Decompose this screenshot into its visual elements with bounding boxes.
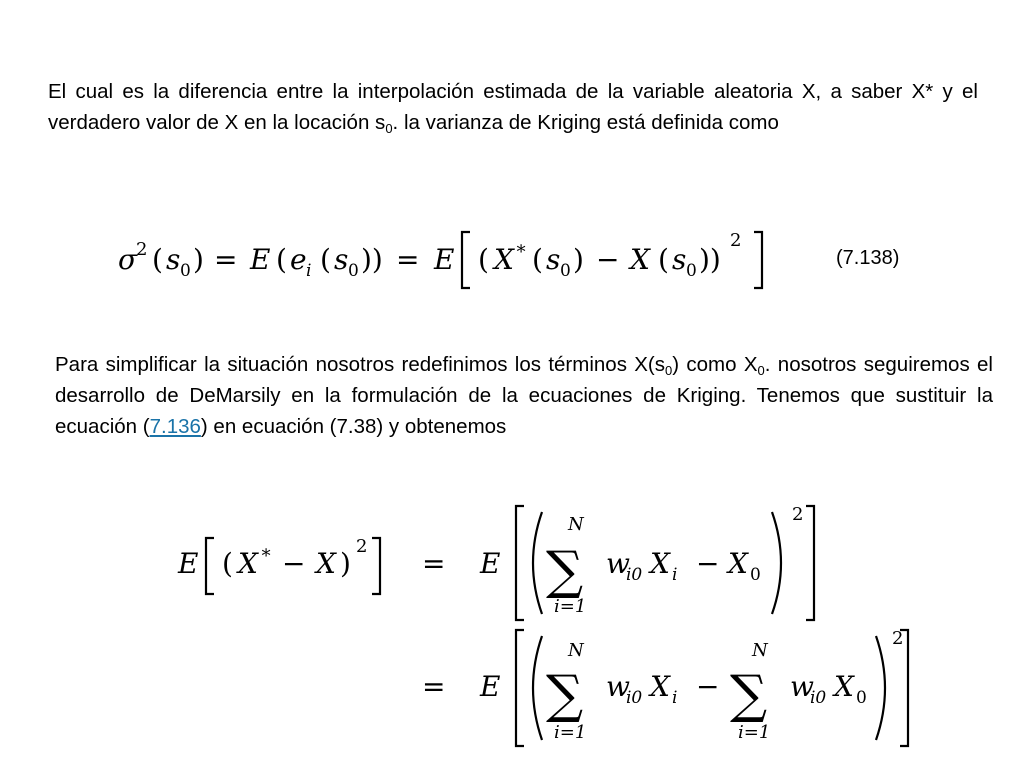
p1-subscript: 0 [385,121,393,136]
svg-text:(: ( [478,243,489,276]
p2-s3: ) en ecuación (7.38) y obtenemos [200,415,507,438]
svg-text:)): )) [699,243,721,276]
eq2-sum2-upper: N [568,640,584,661]
eq2-E-lhs: E [178,547,199,580]
eq2-equals1: = [422,547,446,580]
eq1-E1: E [250,243,271,276]
eq2-sum3-lower: i=1 [738,722,771,743]
p1-line3: definida como [651,111,779,134]
eq2-w1: w [606,547,630,580]
p2-s1b: ) como X [672,353,758,376]
eq2-exp1: 2 [792,504,804,525]
svg-text:(: ( [658,243,669,276]
svg-text:)): )) [361,243,383,276]
svg-text:(: ( [532,243,543,276]
eq2-sum1-lower: i=1 [554,596,587,617]
equation-block-2 [170,498,930,760]
eq2-minus2: − [696,547,720,580]
eq2-sum2-lower: i=1 [554,722,587,743]
eq1-sigma: σ [118,243,138,276]
paragraph-substitution [55,349,993,442]
eq2-E2: E [480,670,501,703]
eq2-w3-index: i0 [810,688,827,708]
eq1-ei: i [306,261,312,281]
svg-text:(: ( [222,547,233,580]
eq1-sub0b: 0 [348,261,359,281]
eq1-sub0c: 0 [560,261,571,281]
p1-line2b: . la varianza de Kriging está [392,111,646,134]
eq1-eq2: = [396,243,420,276]
eq2-sum1-upper: N [568,514,584,535]
eq2-star: ∗ [260,542,273,563]
eq2-X0-index: 0 [750,565,761,585]
eq2-X0b: X [834,670,854,703]
eq2-X-star: X [238,547,258,580]
p1-line2a: saber X* y el verdadero valor de X en la locación s [48,80,978,134]
eq2-sum3-upper: N [752,640,768,661]
eq2-w3: w [790,670,814,703]
eq2-sum2: ∑ [546,665,584,725]
svg-text:): ) [573,243,584,276]
equation-7-138 [110,220,790,300]
eq2-exp-lhs: 2 [356,536,368,557]
eq2-X0: X [728,547,748,580]
eq1-sub0: 0 [180,261,191,281]
p2-s2: nosotros seguiremos el desarrollo de DeMarsily en la formulación de la ecuaciones de Kriging. Tenemos que sustituir la ecuación ( [55,353,993,438]
eq1-eq1: = [214,243,238,276]
eq2-sum1: ∑ [546,541,584,601]
svg-text:(: ( [276,243,287,276]
eq1-X2: X [630,243,650,276]
p2-s1a: Para simplificar la situación nosotros redefinimos los términos X(s [55,353,666,376]
p2-sub1: 0 [665,363,673,378]
svg-text:(: ( [152,243,163,276]
eq2-minus3: − [696,670,720,703]
eq2-E1: E [480,547,501,580]
eq2-Xi1-index: i [672,565,678,585]
eq2-Xi1: X [650,547,670,580]
eq2-exp2: 2 [892,628,904,649]
p2-sub2: 0 [757,363,765,378]
eq1-e: e [290,243,307,276]
eq2-w2-index: i0 [626,688,643,708]
eq2-w2: w [606,670,630,703]
eq2-minus1: − [282,547,306,580]
eq1-exp2: 2 [730,230,742,251]
eq1-minus: − [596,243,620,276]
paragraph-kriging-variance [48,76,978,138]
eq2-Xi2-index: i [672,688,678,708]
eq1-s3: s [546,243,561,276]
eq2-equals2: = [422,670,446,703]
svg-text:): ) [340,547,351,580]
eq2-w1-index: i0 [626,565,643,585]
eq2-X: X [316,547,336,580]
eq1-sub0d: 0 [686,261,697,281]
eq1-X1: X [494,243,514,276]
eq2-sum3: ∑ [730,665,768,725]
eq1-s: s [166,243,181,276]
eq1-s4: s [672,243,687,276]
svg-text:(: ( [320,243,331,276]
eq1-exp: 2 [136,239,148,260]
equation-number: (7.138) [836,247,900,269]
eq1-star: ∗ [515,238,528,259]
eq2-X0b-index: 0 [856,688,867,708]
svg-text:): ) [193,243,204,276]
eq1-s2: s [334,243,349,276]
equation-link-7-136[interactable]: 7.136 [149,415,201,438]
p1-line1: El cual es la diferencia entre la interpolación estimada de la variable aleatoria X, a [48,80,842,103]
p2-s1c: . [764,353,771,376]
eq1-E2: E [434,243,455,276]
eq2-Xi2: X [650,670,670,703]
